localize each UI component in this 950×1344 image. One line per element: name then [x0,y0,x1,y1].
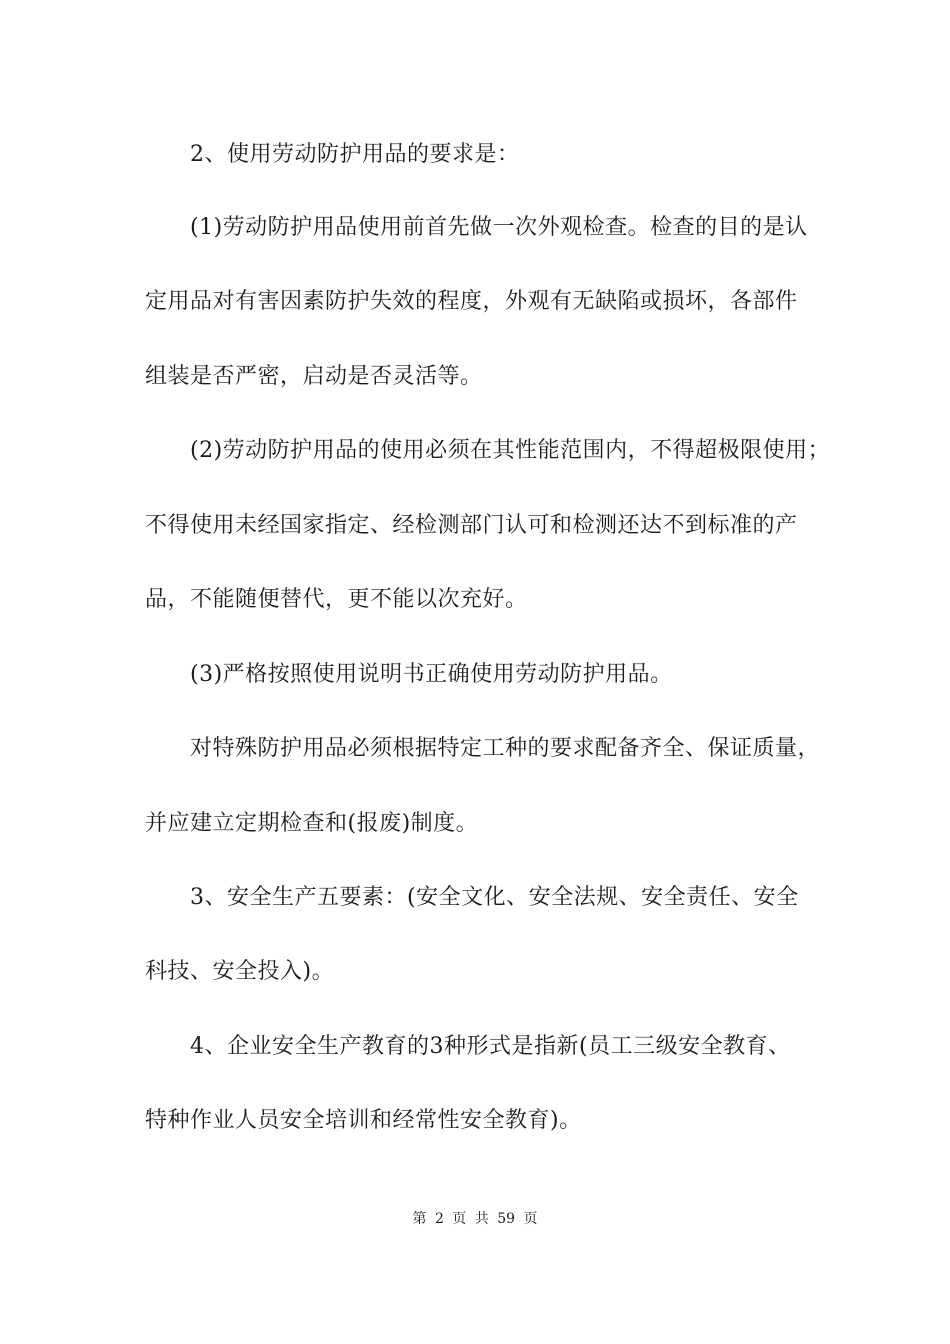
paragraph-line: 2、使用劳动防护用品的要求是： [190,142,520,167]
paragraph-line: 4、企业安全生产教育的3种形式是指新(员工三级安全教育、 [190,1034,791,1059]
paragraph-line: 不得使用未经国家指定、经检测部门认可和检测还达不到标准的产 [145,513,798,538]
paragraph-line: 定用品对有害因素防护失效的程度，外观有无缺陷或损坏，各部件 [145,289,798,314]
paragraph-line: 并应建立定期检查和(报废)制度。 [145,811,479,836]
paragraph-line: 特种作业人员安全培训和经常性安全教育)。 [145,1108,582,1133]
paragraph-line: 对特殊防护用品必须根据特定工种的要求配备齐全、保证质量， [190,736,821,761]
paragraph-line: 品，不能随便替代，更不能以次充好。 [145,587,528,612]
paragraph-line: 3、安全生产五要素：(安全文化、安全法规、安全责任、安全 [190,885,799,910]
paragraph-line: 组装是否严密，启动是否灵活等。 [145,364,483,389]
paragraph-line: (2)劳动防护用品的使用必须在其性能范围内，不得超极限使用； [190,438,831,463]
paragraph-line: (3)严格按照使用说明书正确使用劳动防护用品。 [190,662,673,687]
paragraph-line: 科技、安全投入)。 [145,959,335,984]
paragraph-line: (1)劳动防护用品使用前首先做一次外观检查。检查的目的是认 [190,215,808,240]
page-number-footer: 第 2 页 共 59 页 [412,1211,538,1227]
